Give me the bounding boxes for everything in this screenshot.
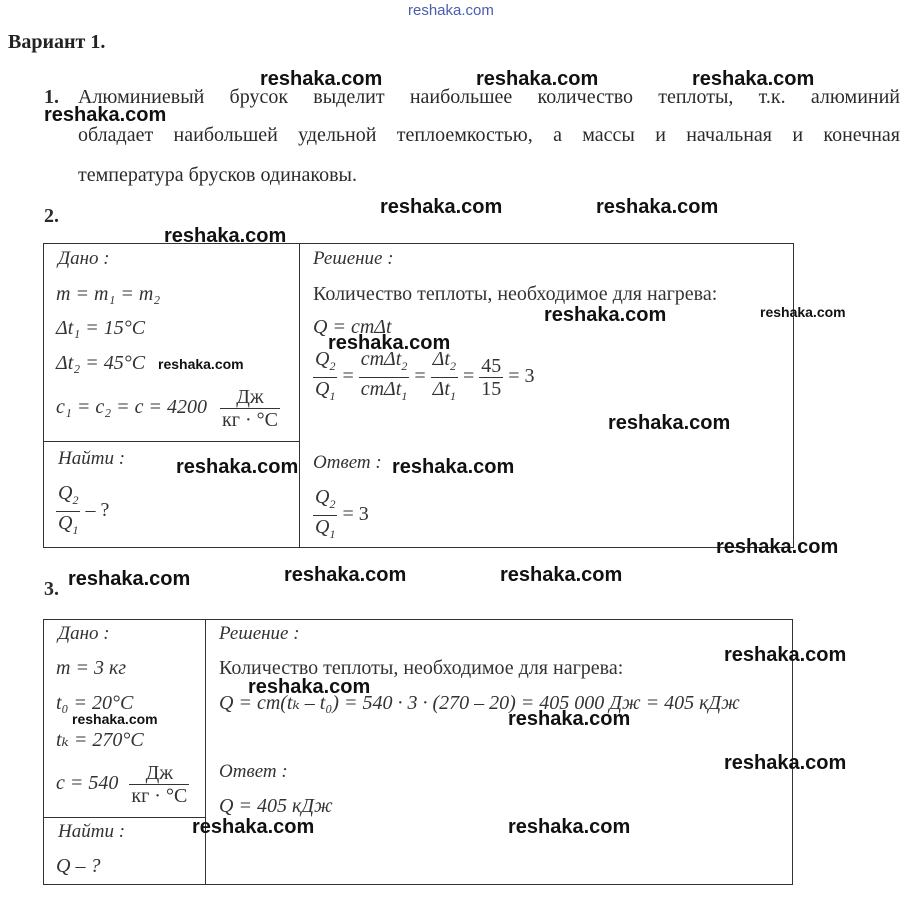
watermark: reshaka.com <box>164 225 287 247</box>
task2-unit <box>220 386 280 431</box>
watermark: reshaka.com <box>158 356 244 372</box>
task2-find <box>56 482 109 541</box>
task3-given-t0: t₀ = 20°C <box>56 692 134 714</box>
task2-unit-den: кг · °С <box>222 409 278 431</box>
watermark: reshaka.com <box>260 68 383 90</box>
task3-answer-value: Q = 405 кДж <box>219 795 333 817</box>
watermark: reshaka.com <box>176 456 299 478</box>
task3-given-c <box>56 762 189 807</box>
task3-unit-num: Дж <box>129 762 189 785</box>
task1-line1: Алюминиевый брусок выделит наибольшее количество теплоты, т.к. алюминий <box>78 86 900 108</box>
task2-number: 2. <box>44 205 59 227</box>
task3-unit-den: кг · °С <box>131 785 188 807</box>
task2-given-dt2: Δt₂ = 45°C <box>56 352 146 374</box>
task2-ratio-den: 15 <box>481 378 502 400</box>
watermark: reshaka.com <box>68 568 191 590</box>
task3-formula: Q = cm(tₖ – t₀) = 540 · 3 · (270 – 20) = 405 000 Дж = 405 кДж <box>219 692 740 714</box>
watermark: reshaka.com <box>392 456 515 478</box>
task2-given-c <box>56 386 280 431</box>
watermark: reshaka.com <box>508 708 631 730</box>
page-title: Вариант 1. <box>8 31 106 53</box>
watermark: reshaka.com <box>716 536 839 558</box>
task3-divider <box>205 619 206 884</box>
task3-given-c-value: c = 540 <box>56 772 119 795</box>
task2-ratio-result: 3 <box>524 365 535 388</box>
watermark: reshaka.com <box>500 564 623 586</box>
task1-line2: обладает наибольшей удельной теплоемкостью, а массы и начальная и конечная <box>78 124 900 146</box>
task2-given-divider <box>43 441 300 442</box>
watermark: reshaka.com <box>476 68 599 90</box>
task2-answer-value: = 3 <box>342 503 369 526</box>
watermark: reshaka.com <box>760 304 846 320</box>
task2-divider <box>299 243 300 547</box>
task3-given-tk: tₖ = 270°C <box>56 729 144 751</box>
watermark: reshaka.com <box>596 196 719 218</box>
task1-line3: температура брусков одинаковы. <box>78 164 357 186</box>
task2-ratio: $\frac{Q_2}{Q_1}$ = $\frac{cm\Delta t_2}{cm\Delta t_1}$ = $\frac{\Delta t_2}{\Delta t_1}$ = $\frac{45}{15}$ = 3 <box>315 348 535 403</box>
task3-answer-label: Ответ : <box>219 761 288 782</box>
task2-given-c-value: c₁ = c₂ = c = 4200 <box>56 396 208 419</box>
watermark: reshaka.com <box>284 564 407 586</box>
task2-answer: $\frac{Q_2}{Q_1}$ = 3 <box>315 486 369 541</box>
task2-given-label: Дано : <box>58 248 110 269</box>
site-header-link[interactable]: reshaka.com <box>408 2 494 19</box>
task3-find-label: Найти : <box>58 821 126 842</box>
watermark: reshaka.com <box>192 816 315 838</box>
task2-formula: Q = cmΔt <box>313 316 392 338</box>
task2-solution-text: Количество теплоты, необходимое для нагрева: <box>313 283 718 305</box>
task2-find-suffix: – ? <box>85 499 110 522</box>
task2-given-dt1: Δt₁ = 15°C <box>56 317 146 339</box>
watermark: reshaka.com <box>248 676 371 698</box>
watermark: reshaka.com <box>44 104 167 126</box>
task3-given-label: Дано : <box>58 623 110 644</box>
task3-solution-label: Решение : <box>219 623 300 644</box>
task2-find-label: Найти : <box>58 448 126 469</box>
task2-ratio-num: 45 <box>481 355 502 377</box>
watermark: reshaka.com <box>724 752 847 774</box>
task2-find-fraction: $\frac{Q_2}{Q_1}$ <box>58 482 79 537</box>
watermark: reshaka.com <box>328 332 451 354</box>
task3-number: 3. <box>44 578 59 600</box>
task3-find-value: Q – ? <box>56 855 101 877</box>
task2-answer-label: Ответ : <box>313 452 382 473</box>
task2-given-mass: m = m₁ = m₂ <box>56 283 161 305</box>
task1-number: 1. <box>44 86 59 108</box>
watermark: reshaka.com <box>724 644 847 666</box>
task3-given-mass: m = 3 кг <box>56 657 127 679</box>
task2-solution-label: Решение : <box>313 248 394 269</box>
task3-given-divider <box>43 817 206 818</box>
task3-solution-text: Количество теплоты, необходимое для нагрева: <box>219 657 624 679</box>
watermark: reshaka.com <box>72 711 158 727</box>
task3-unit <box>129 762 189 807</box>
watermark: reshaka.com <box>608 412 731 434</box>
watermark: reshaka.com <box>544 304 667 326</box>
watermark: reshaka.com <box>692 68 815 90</box>
watermark: reshaka.com <box>380 196 503 218</box>
watermark: reshaka.com <box>508 816 631 838</box>
task2-unit-num: Дж <box>220 386 280 409</box>
